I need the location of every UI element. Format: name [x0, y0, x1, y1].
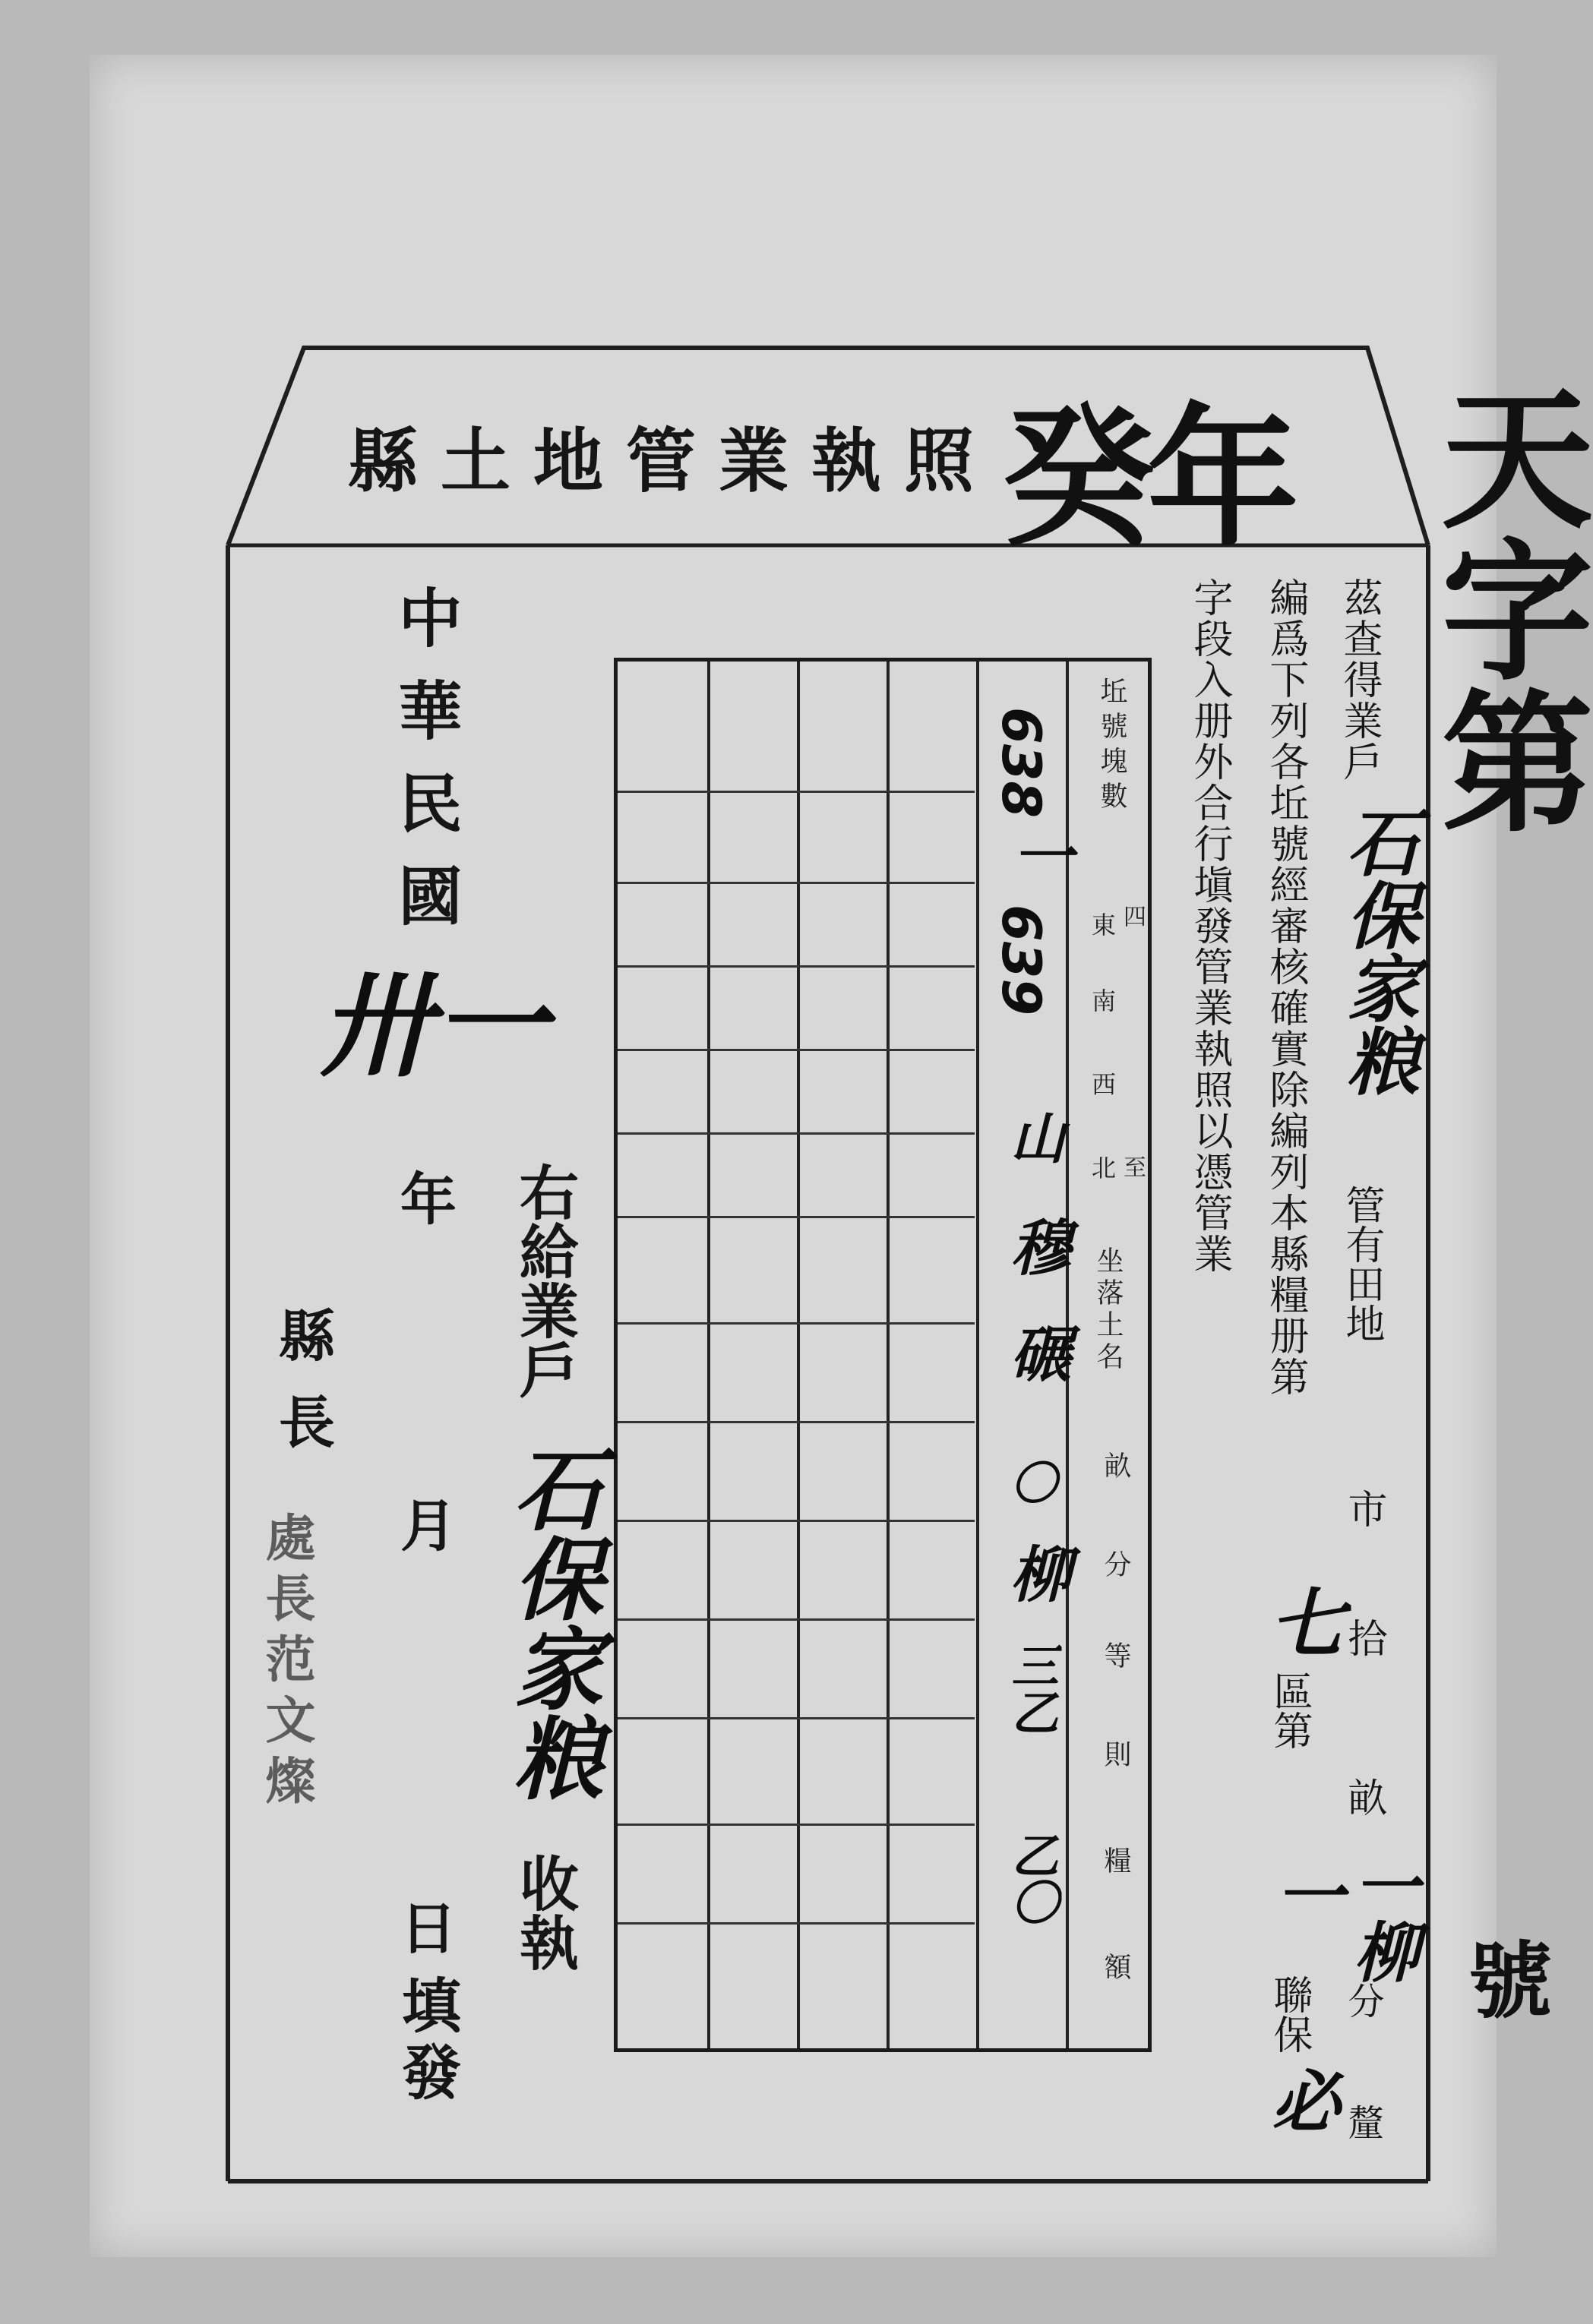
- edge-brush-text: 天字第: [1416, 380, 1593, 835]
- hand-yi: 一: [1263, 1861, 1343, 1929]
- hdr-amount: 額: [1100, 1953, 1131, 1980]
- cell-liu: 柳: [1000, 1542, 1070, 1603]
- hdr-boundaries: 四至: [1119, 905, 1146, 1406]
- mid-line1-mu2: 畝: [1341, 1777, 1386, 1817]
- body-line-2: 編爲下列各坵號經審核確實除編列本縣糧册第: [1263, 577, 1308, 1397]
- hdr-south: 南: [1088, 988, 1117, 1012]
- cell-dash: 一: [1002, 825, 1073, 886]
- cell-plot-number: 638: [990, 707, 1052, 819]
- hdr-north: 北: [1088, 1155, 1117, 1179]
- hdr-fen: 分: [1100, 1550, 1131, 1577]
- cell-yi-zero: 乙〇: [1004, 1831, 1059, 1925]
- owner-handwritten: 石保家粮: [1335, 805, 1420, 1097]
- cell-zero: 〇: [1004, 1459, 1057, 1505]
- hdr-mu: 畝: [1100, 1451, 1131, 1479]
- edge-brush-bottom: 號: [1455, 1937, 1552, 2020]
- recipient-prefix: 右給業戶: [510, 1162, 579, 1399]
- mid-line1-fen: 分: [1342, 1982, 1384, 2019]
- mid-line1-mu: 市: [1341, 1489, 1386, 1528]
- plot-table: [614, 658, 1152, 2052]
- cell-shan: 山: [1001, 1110, 1065, 1164]
- recipient-suffix: 收執: [510, 1853, 579, 1972]
- header-brush-text: 癸年: [1003, 390, 1292, 567]
- cell-san-yi: 三乙: [1004, 1641, 1059, 1735]
- cell-plot-number-2: 639: [990, 905, 1052, 1016]
- lian-bao: 聯保: [1266, 1975, 1312, 2054]
- mid-line1-tail: 管有田地: [1339, 1185, 1384, 1343]
- qu-di: 區第: [1266, 1671, 1312, 1750]
- date-year-hand: 卅一: [319, 961, 548, 1093]
- date-day: 日: [391, 1899, 457, 1955]
- hdr-west: 西: [1088, 1072, 1117, 1096]
- hdr-location: 坐落土名: [1092, 1246, 1124, 1374]
- recipient-name: 石保家粮: [498, 1443, 603, 1801]
- date-issue: 填發: [392, 1975, 461, 2108]
- hdr-rule: 則: [1100, 1740, 1131, 1767]
- cell-nian: 碾: [1000, 1322, 1070, 1383]
- date-year: 年: [391, 1170, 457, 1226]
- cell-mu: 穆: [1000, 1216, 1070, 1277]
- mid-line1-li: 釐: [1342, 2104, 1384, 2140]
- date-republic: 中華民國: [388, 585, 463, 955]
- hand-bi: 必: [1260, 2066, 1339, 2134]
- hand-qi: 七: [1256, 1584, 1345, 1659]
- date-month: 月: [391, 1496, 457, 1552]
- magistrate-title: 縣長: [270, 1306, 335, 1479]
- mid-line1-shi: 拾: [1341, 1618, 1386, 1657]
- hdr-east: 東: [1088, 912, 1117, 936]
- body-line-3: 字段入册外合行塡發管業執照以憑管業: [1187, 577, 1232, 1274]
- hdr-grade: 等: [1100, 1641, 1131, 1669]
- document-title: 縣土地管業執照: [348, 420, 997, 502]
- hdr-grain: 糧: [1100, 1846, 1131, 1874]
- body-line-1: 茲查得業戶: [1336, 577, 1382, 782]
- hdr-plot-no: 坵號塊數: [1096, 677, 1127, 816]
- hand-fen-value: 一柳: [1342, 1853, 1418, 1984]
- magistrate-seal: 處長范文燦: [257, 1511, 316, 1815]
